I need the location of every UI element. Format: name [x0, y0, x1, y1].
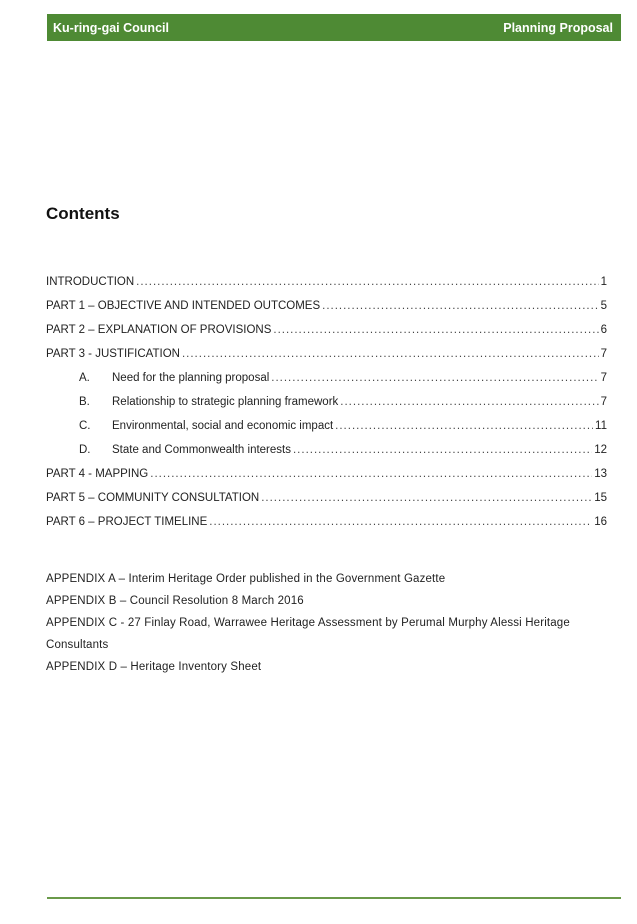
- appendix-list: [46, 568, 606, 678]
- toc-entry-page-number: 1: [600, 276, 607, 288]
- toc-entry[interactable]: [46, 468, 607, 492]
- toc-entry-label: Environmental, social and economic impact: [112, 420, 334, 432]
- toc-dot-leader: [340, 396, 598, 408]
- toc-dot-leader: [136, 276, 598, 288]
- toc-entry-page-number: 13: [594, 468, 607, 480]
- header-document-type: Planning Proposal: [503, 20, 613, 35]
- contents-heading: Contents: [46, 204, 120, 223]
- toc-entry[interactable]: [46, 444, 607, 468]
- appendix-item: APPENDIX A – Interim Heritage Order published in the Government Gazette: [46, 573, 446, 585]
- toc-dot-leader: [182, 348, 599, 360]
- toc-entry-letter: D.: [79, 444, 91, 456]
- toc-entry-letter: A.: [79, 372, 90, 384]
- toc-entry[interactable]: [46, 276, 607, 300]
- toc-entry-page-number: 15: [594, 492, 607, 504]
- toc-entry[interactable]: [46, 348, 607, 372]
- toc-dot-leader: [293, 444, 592, 456]
- toc-entry[interactable]: [46, 396, 607, 420]
- toc-entry-page-number: 6: [600, 324, 607, 336]
- toc-entry-label: PART 2 – EXPLANATION OF PROVISIONS: [46, 324, 272, 336]
- toc-dot-leader: [150, 468, 592, 480]
- toc-dot-leader: [273, 324, 598, 336]
- toc-dot-leader: [271, 372, 598, 384]
- footer-divider: [47, 897, 621, 899]
- toc-entry-label: Need for the planning proposal: [112, 372, 270, 384]
- toc-entry-letter: B.: [79, 396, 90, 408]
- toc-entry[interactable]: [46, 420, 607, 444]
- toc-entry-page-number: 7: [600, 348, 607, 360]
- toc-entry-page-number: 12: [594, 444, 607, 456]
- toc-entry[interactable]: [46, 516, 607, 540]
- toc-dot-leader: [261, 492, 592, 504]
- header-organization: Ku-ring-gai Council: [53, 20, 169, 35]
- appendix-item: APPENDIX B – Council Resolution 8 March 2016: [46, 595, 304, 607]
- toc-entry-label: PART 1 – OBJECTIVE AND INTENDED OUTCOMES: [46, 300, 321, 312]
- toc-entry-letter: C.: [79, 420, 91, 432]
- toc-entry-label: PART 5 – COMMUNITY CONSULTATION: [46, 492, 260, 504]
- toc-entry-page-number: 5: [600, 300, 607, 312]
- appendix-item: APPENDIX D – Heritage Inventory Sheet: [46, 661, 262, 673]
- toc-entry-label: PART 3 - JUSTIFICATION: [46, 348, 180, 360]
- toc-entry-label: PART 4 - MAPPING: [46, 468, 149, 480]
- toc-entry[interactable]: [46, 372, 607, 396]
- page-header: [47, 14, 621, 41]
- toc-entry-page-number: 7: [600, 372, 607, 384]
- toc-dot-leader: [322, 300, 598, 312]
- toc-entry-page-number: 7: [600, 396, 607, 408]
- toc-entry-page-number: 16: [594, 516, 607, 528]
- toc-entry-page-number: 11: [595, 420, 607, 432]
- toc-entry[interactable]: [46, 300, 607, 324]
- toc-entry-label: Relationship to strategic planning framework: [112, 396, 339, 408]
- table-of-contents: [46, 276, 607, 540]
- toc-entry-label: PART 6 – PROJECT TIMELINE: [46, 516, 208, 528]
- toc-entry[interactable]: [46, 324, 607, 348]
- appendix-item: APPENDIX C - 27 Finlay Road, Warrawee Heritage Assessment by Perumal Murphy Alessi Heritage Consultants: [46, 617, 570, 651]
- toc-dot-leader: [209, 516, 592, 528]
- toc-entry-label: State and Commonwealth interests: [112, 444, 291, 456]
- toc-entry[interactable]: [46, 492, 607, 516]
- toc-entry-label: INTRODUCTION: [46, 276, 135, 288]
- toc-dot-leader: [335, 420, 593, 432]
